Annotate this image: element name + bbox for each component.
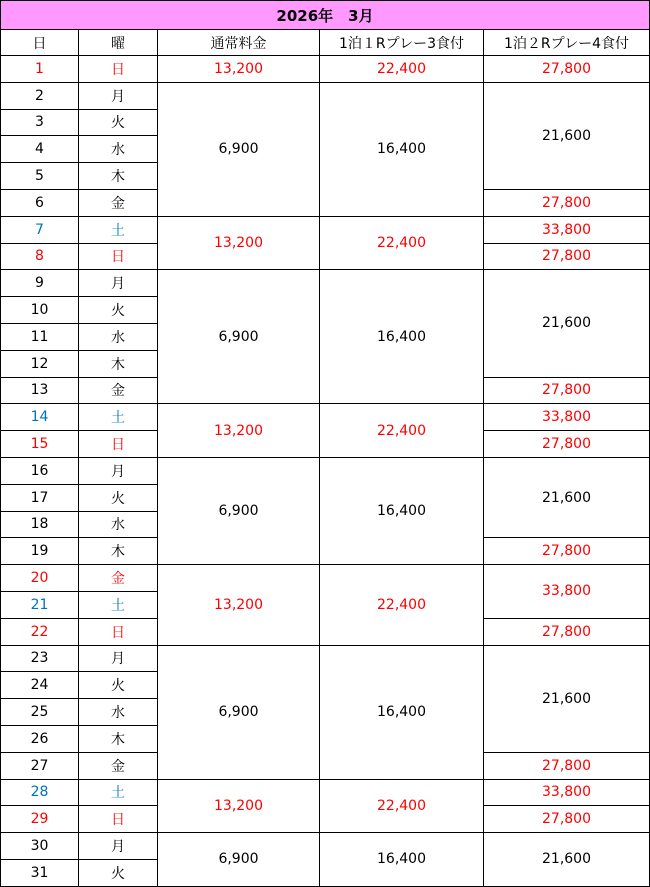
- header-plan-1n1r: 1泊１Rプレー3食付: [320, 30, 484, 56]
- plan1-rate-cell: 22,400: [320, 217, 484, 271]
- table-row: [0, 646, 650, 673]
- weekday-cell: 月: [79, 646, 158, 673]
- rate-table: [0, 30, 650, 887]
- normal-rate-cell: 13,200: [158, 565, 320, 645]
- weekday-cell: 金: [79, 378, 158, 405]
- day-cell: 10: [0, 297, 79, 324]
- weekday-cell: 水: [79, 136, 158, 163]
- day-cell: 2: [0, 83, 79, 110]
- day-cell: 9: [0, 270, 79, 297]
- normal-rate-cell: 13,200: [158, 780, 320, 834]
- header-plan-1n2r: 1泊２Rプレー4食付: [484, 30, 650, 56]
- day-cell: 17: [0, 485, 79, 512]
- weekday-cell: 木: [79, 351, 158, 378]
- weekday-cell: 月: [79, 83, 158, 110]
- plan2-rate-cell: 21,600: [484, 646, 650, 753]
- plan2-rate-cell: 33,800: [484, 780, 650, 807]
- day-cell: 6: [0, 190, 79, 217]
- weekday-cell: 金: [79, 565, 158, 592]
- normal-rate-cell: 6,900: [158, 83, 320, 217]
- weekday-cell: 月: [79, 270, 158, 297]
- normal-rate-cell: 13,200: [158, 56, 320, 83]
- day-cell: 25: [0, 699, 79, 726]
- weekday-cell: 水: [79, 699, 158, 726]
- day-cell: 12: [0, 351, 79, 378]
- plan2-rate-cell: 27,800: [484, 378, 650, 405]
- weekday-cell: 日: [79, 244, 158, 271]
- day-cell: 15: [0, 431, 79, 458]
- weekday-cell: 土: [79, 592, 158, 619]
- plan2-rate-cell: 33,800: [484, 404, 650, 431]
- day-cell: 16: [0, 458, 79, 485]
- table-row: [0, 217, 650, 244]
- normal-rate-cell: 6,900: [158, 458, 320, 565]
- day-cell: 14: [0, 404, 79, 431]
- weekday-cell: 金: [79, 753, 158, 780]
- plan2-rate-cell: 27,800: [484, 753, 650, 780]
- plan1-rate-cell: 16,400: [320, 833, 484, 887]
- day-cell: 20: [0, 565, 79, 592]
- day-cell: 5: [0, 163, 79, 190]
- plan1-rate-cell: 22,400: [320, 56, 484, 83]
- plan2-rate-cell: 33,800: [484, 565, 650, 619]
- weekday-cell: 水: [79, 512, 158, 539]
- weekday-cell: 火: [79, 860, 158, 887]
- header-day: 日: [0, 30, 79, 56]
- plan1-rate-cell: 16,400: [320, 458, 484, 565]
- normal-rate-cell: 6,900: [158, 646, 320, 780]
- day-cell: 21: [0, 592, 79, 619]
- weekday-cell: 日: [79, 431, 158, 458]
- plan2-rate-cell: 21,600: [484, 458, 650, 538]
- day-cell: 18: [0, 512, 79, 539]
- plan1-rate-cell: 16,400: [320, 270, 484, 404]
- day-cell: 22: [0, 619, 79, 646]
- normal-rate-cell: 6,900: [158, 270, 320, 404]
- weekday-cell: 月: [79, 833, 158, 860]
- plan1-rate-cell: 22,400: [320, 404, 484, 458]
- normal-rate-cell: 6,900: [158, 833, 320, 887]
- plan2-rate-cell: 27,800: [484, 190, 650, 217]
- plan2-rate-cell: 21,600: [484, 833, 650, 887]
- plan2-rate-cell: 27,800: [484, 244, 650, 271]
- table-row: [0, 565, 650, 592]
- day-cell: 24: [0, 672, 79, 699]
- day-cell: 29: [0, 806, 79, 833]
- plan2-rate-cell: 21,600: [484, 270, 650, 377]
- plan1-rate-cell: 16,400: [320, 646, 484, 780]
- weekday-cell: 日: [79, 619, 158, 646]
- weekday-cell: 日: [79, 806, 158, 833]
- weekday-cell: 木: [79, 726, 158, 753]
- page-title: 2026年 3月: [0, 0, 650, 30]
- day-cell: 27: [0, 753, 79, 780]
- plan2-rate-cell: 27,800: [484, 806, 650, 833]
- header-row: [0, 30, 650, 56]
- day-cell: 26: [0, 726, 79, 753]
- table-row: [0, 833, 650, 860]
- day-cell: 13: [0, 378, 79, 405]
- weekday-cell: 火: [79, 485, 158, 512]
- day-cell: 1: [0, 56, 79, 83]
- header-normal-rate: 通常料金: [158, 30, 320, 56]
- table-row: [0, 458, 650, 485]
- weekday-cell: 木: [79, 538, 158, 565]
- plan1-rate-cell: 22,400: [320, 565, 484, 645]
- plan2-rate-cell: 27,800: [484, 431, 650, 458]
- weekday-cell: 火: [79, 672, 158, 699]
- day-cell: 31: [0, 860, 79, 887]
- weekday-cell: 土: [79, 780, 158, 807]
- table-row: [0, 270, 650, 297]
- weekday-cell: 日: [79, 56, 158, 83]
- table-row: [0, 56, 650, 83]
- normal-rate-cell: 13,200: [158, 404, 320, 458]
- weekday-cell: 金: [79, 190, 158, 217]
- plan2-rate-cell: 27,800: [484, 538, 650, 565]
- plan2-rate-cell: 27,800: [484, 56, 650, 83]
- plan2-rate-cell: 21,600: [484, 83, 650, 190]
- day-cell: 28: [0, 780, 79, 807]
- day-cell: 23: [0, 646, 79, 673]
- weekday-cell: 土: [79, 404, 158, 431]
- weekday-cell: 木: [79, 163, 158, 190]
- weekday-cell: 火: [79, 297, 158, 324]
- day-cell: 7: [0, 217, 79, 244]
- day-cell: 8: [0, 244, 79, 271]
- day-cell: 19: [0, 538, 79, 565]
- plan2-rate-cell: 27,800: [484, 619, 650, 646]
- day-cell: 11: [0, 324, 79, 351]
- table-row: [0, 780, 650, 807]
- plan1-rate-cell: 16,400: [320, 83, 484, 217]
- plan2-rate-cell: 33,800: [484, 217, 650, 244]
- weekday-cell: 火: [79, 110, 158, 137]
- table-row: [0, 404, 650, 431]
- weekday-cell: 水: [79, 324, 158, 351]
- table-row: [0, 83, 650, 110]
- day-cell: 4: [0, 136, 79, 163]
- weekday-cell: 土: [79, 217, 158, 244]
- day-cell: 30: [0, 833, 79, 860]
- normal-rate-cell: 13,200: [158, 217, 320, 271]
- plan1-rate-cell: 22,400: [320, 780, 484, 834]
- weekday-cell: 月: [79, 458, 158, 485]
- header-weekday: 曜: [79, 30, 158, 56]
- day-cell: 3: [0, 110, 79, 137]
